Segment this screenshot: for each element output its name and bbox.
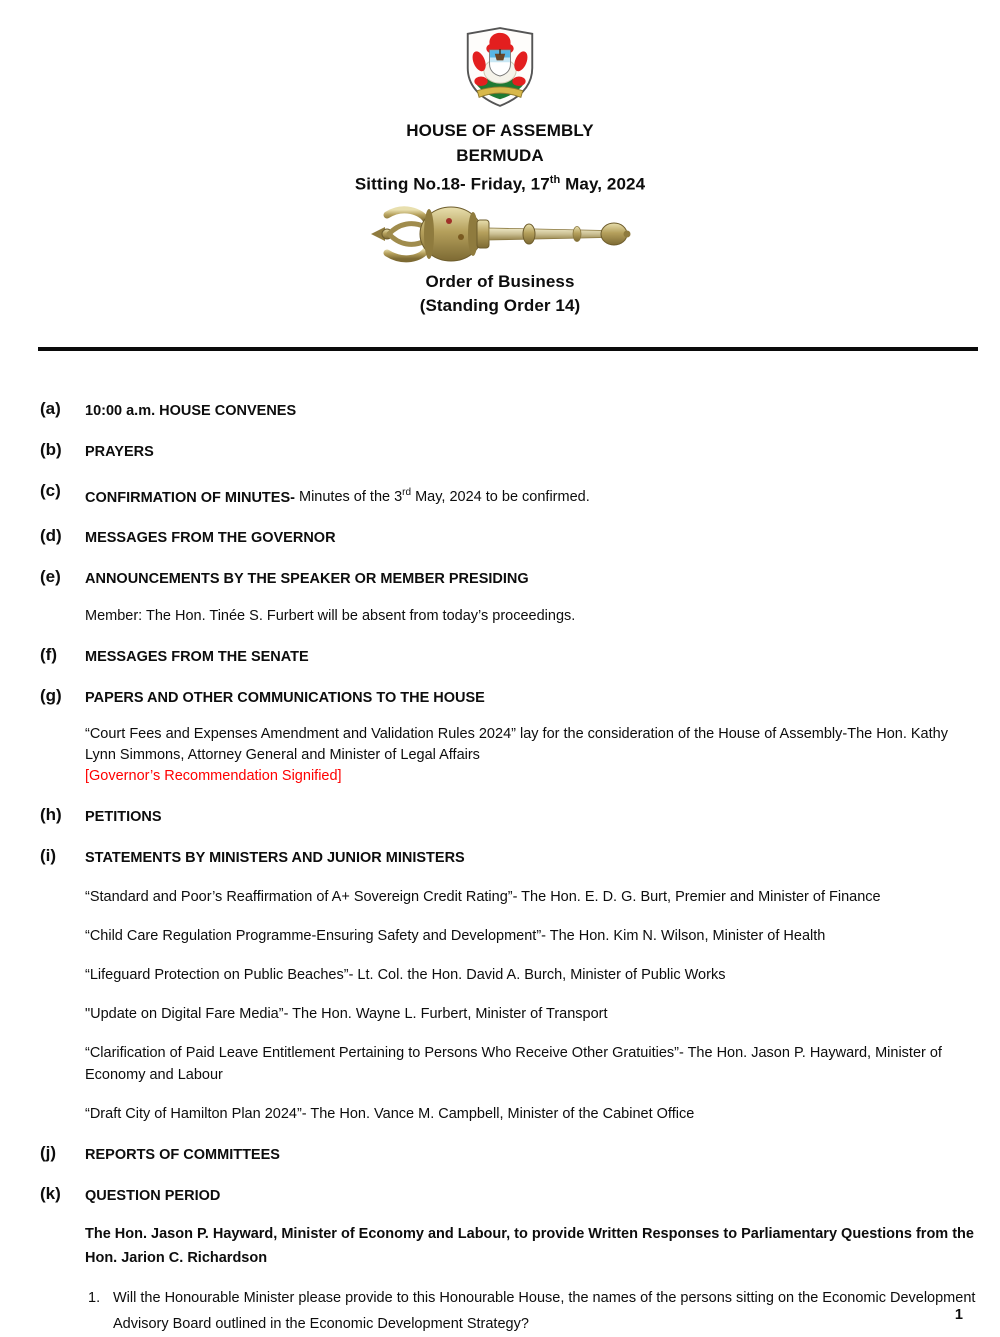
paper-description: “Court Fees and Expenses Amendment and Validation Rules 2024” lay for the consideration of the House of Assembly-The Hon. Kathy Lynn Simmons, Attorney General and Minister of Legal Affairs <box>85 726 948 764</box>
agenda-item-g <box>40 686 978 787</box>
agenda-item-a <box>40 399 978 422</box>
item-letter: (f) <box>40 645 57 665</box>
agenda-item-j <box>40 1143 978 1166</box>
assembly-title: HOUSE OF ASSEMBLY <box>406 121 594 140</box>
item-letter: (i) <box>40 846 57 866</box>
document-header <box>0 0 1000 317</box>
question-number: 1. <box>88 1290 101 1307</box>
item-letter: (b) <box>40 439 62 459</box>
bermuda-coat-of-arms-icon <box>0 26 1000 110</box>
agenda-item-i <box>40 846 978 1125</box>
item-letter: (h) <box>40 805 62 825</box>
item-heading: QUESTION PERIOD <box>85 1188 221 1205</box>
item-letter: (e) <box>40 567 61 587</box>
minister-statement: “Lifeguard Protection on Public Beaches”- Lt. Col. the Hon. David A. Burch, Minister of Public Works <box>85 967 726 984</box>
item-heading: REPORTS OF COMMITTEES <box>85 1147 280 1164</box>
written-responses-note: The Hon. Jason P. Hayward, Minister of Economy and Labour, to provide Written Responses to Parliamentary Questions from the Hon. Jarion C. Richardson <box>85 1226 974 1267</box>
agenda-item-k <box>40 1184 978 1337</box>
order-of-business-title: Order of Business <box>425 271 575 291</box>
item-heading: PETITIONS <box>85 809 162 826</box>
agenda-list <box>40 399 978 1337</box>
item-letter: (j) <box>40 1143 57 1163</box>
minister-statement: “Child Care Regulation Programme-Ensuring Safety and Development”- The Hon. Kim N. Wilson, Minister of Health <box>85 928 826 945</box>
item-heading: CONFIRMATION OF MINUTES- <box>85 489 295 506</box>
country-title: BERMUDA <box>456 146 544 165</box>
item-heading: STATEMENTS BY MINISTERS AND JUNIOR MINISTERS <box>85 850 465 867</box>
item-letter: (d) <box>40 526 62 546</box>
minister-statement: “Draft City of Hamilton Plan 2024”- The Hon. Vance M. Campbell, Minister of the Cabinet Office <box>85 1106 695 1123</box>
page-number: 1 <box>954 1307 963 1323</box>
item-letter: (k) <box>40 1184 61 1204</box>
parliamentary-question <box>85 1285 978 1337</box>
governors-recommendation-note: [Governor’s Recommendation Signified] <box>85 768 342 785</box>
agenda-item-d <box>40 526 978 549</box>
item-heading: PAPERS AND OTHER COMMUNICATIONS TO THE HOUSE <box>85 690 485 707</box>
item-heading: ANNOUNCEMENTS BY THE SPEAKER OR MEMBER PRESIDING <box>85 571 529 588</box>
item-heading: MESSAGES FROM THE SENATE <box>85 649 309 666</box>
item-letter: (g) <box>40 686 62 706</box>
agenda-item-h <box>40 805 978 828</box>
standing-order-subtitle: (Standing Order 14) <box>419 295 581 315</box>
item-letter: (a) <box>40 398 61 418</box>
item-heading: PRAYERS <box>85 443 154 460</box>
question-text: Will the Honourable Minister please provide to this Honourable House, the names of the persons sitting on the Economic Development Advisory Board outlined in the Economic Development Strategy? <box>113 1290 976 1333</box>
item-heading: 10:00 a.m. HOUSE CONVENES <box>85 402 297 419</box>
item-letter: (c) <box>40 480 61 500</box>
agenda-item-f <box>40 645 978 668</box>
ceremonial-mace-icon <box>0 203 1000 269</box>
sitting-title: Sitting No.18- Friday, 17th May, 2024 <box>354 174 646 194</box>
item-detail: Minutes of the 3rd May, 2024 to be confirmed. <box>294 487 590 506</box>
agenda-item-b <box>40 440 978 463</box>
minister-statement: “Clarification of Paid Leave Entitlement Pertaining to Persons Who Receive Other Gratuities”- The Hon. Jason P. Hayward, Minister of Economy and Labour <box>85 1045 942 1084</box>
minister-statement: "Update on Digital Fare Media”- The Hon. Wayne L. Furbert, Minister of Transport <box>85 1006 608 1023</box>
item-heading: MESSAGES FROM THE GOVERNOR <box>85 530 336 547</box>
minister-statement: “Standard and Poor’s Reaffirmation of A+ Sovereign Credit Rating”- The Hon. E. D. G. Burt, Premier and Minister of Finance <box>85 889 881 906</box>
member-absence-note: Member: The Hon. Tinée S. Furbert will be absent from today’s proceedings. <box>85 608 576 625</box>
agenda-item-c <box>40 481 978 509</box>
agenda-item-e <box>40 567 978 627</box>
header-divider <box>38 347 978 351</box>
